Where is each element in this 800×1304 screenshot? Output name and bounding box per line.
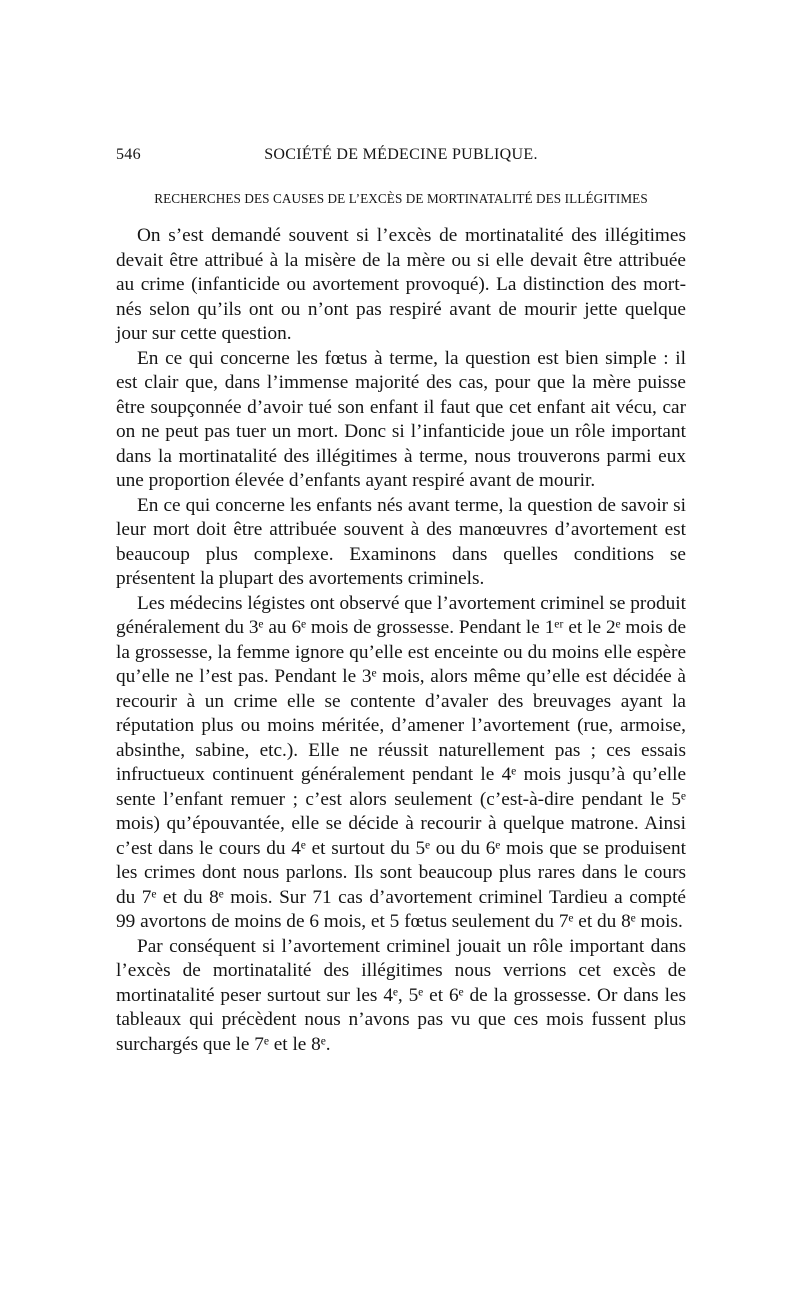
- page-header: [116, 146, 686, 168]
- paragraph: Les médecins légistes ont observé que l’avortement criminel se produit généralement du 3ᵉ au 6ᵉ mois de grossesse. Pendant le 1ᵉʳ et le 2ᵉ mois de la grossesse, la femme ignore qu’elle est enceinte ou du moins elle espère qu’elle ne l’est pas. Pendant le 3ᵉ mois, alors même qu’elle est décidée à recourir à un crime elle se contente d’avaler des breuvages ayant la réputation plus ou moins méritée, d’amener l’avortement (rue, armoise, absinthe, sabine, etc.). Elle ne réussit naturellement pas ; ces essais infructueux continuent généralement pendant le 4ᵉ mois jusqu’à qu’elle sente l’enfant remuer ; c’est alors seulement (c’est-à-dire pendant le 5ᵉ mois) qu’épouvantée, elle se décide à recourir à quelque matrone. Ainsi c’est dans le cours du 4ᵉ et surtout du 5ᵉ ou du 6ᵉ mois que se produisent les crimes dont nous parlons. Ils sont beaucoup plus rares dans le cours du 7ᵉ et du 8ᵉ mois. Sur 71 cas d’avortement criminel Tardieu a compté 99 avortons de moins de 6 mois, et 5 fœtus seulement du 7ᵉ et du 8ᵉ mois.: [116, 592, 686, 932]
- running-title: SOCIÉTÉ DE MÉDECINE PUBLIQUE.: [264, 146, 538, 163]
- paragraph: Par conséquent si l’avortement criminel jouait un rôle important dans l’excès de mortinatalité des illégitimes nous verrions cet excès de mortinatalité peser surtout sur les 4ᵉ, 5ᵉ et 6ᵉ de la grossesse. Or dans les tableaux qui précèdent nous n’avons pas vu que ces mois fussent plus surchargés que le 7ᵉ et le 8ᵉ.: [116, 935, 686, 1055]
- body-text: [116, 224, 686, 1057]
- paragraph: En ce qui concerne les enfants nés avant terme, la question de savoir si leur mort doit être attribuée souvent à des manœuvres d’avortement est beaucoup plus complexe. Examinons dans quelles conditions se présentent la plupart des avortements criminels.: [116, 494, 686, 589]
- paragraph: En ce qui concerne les fœtus à terme, la question est bien simple : il est clair que, dans l’immense majorité des cas, pour que la mère puisse être soupçonnée d’avoir tué son enfant il faut que cet enfant ait vécu, car on ne peut pas tuer un mort. Donc si l’infanticide joue un rôle important dans la mortinatalité des illégitimes à terme, nous trouverons parmi eux une proportion élevée d’enfants ayant respiré avant de mourir.: [116, 347, 686, 491]
- section-title: RECHERCHES DES CAUSES DE L’EXCÈS DE MORTINATALITÉ DES ILLÉGITIMES: [154, 191, 648, 206]
- paragraph: On s’est demandé souvent si l’excès de mortinatalité des illégitimes devait être attribué à la misère de la mère ou si elle devait être attribuée au crime (infanticide ou avortement provoqué). La distinction des mort-nés selon qu’ils ont ou n’ont pas respiré avant de mourir jette quelque jour sur cette question.: [116, 225, 686, 344]
- page-number: 546: [116, 146, 141, 163]
